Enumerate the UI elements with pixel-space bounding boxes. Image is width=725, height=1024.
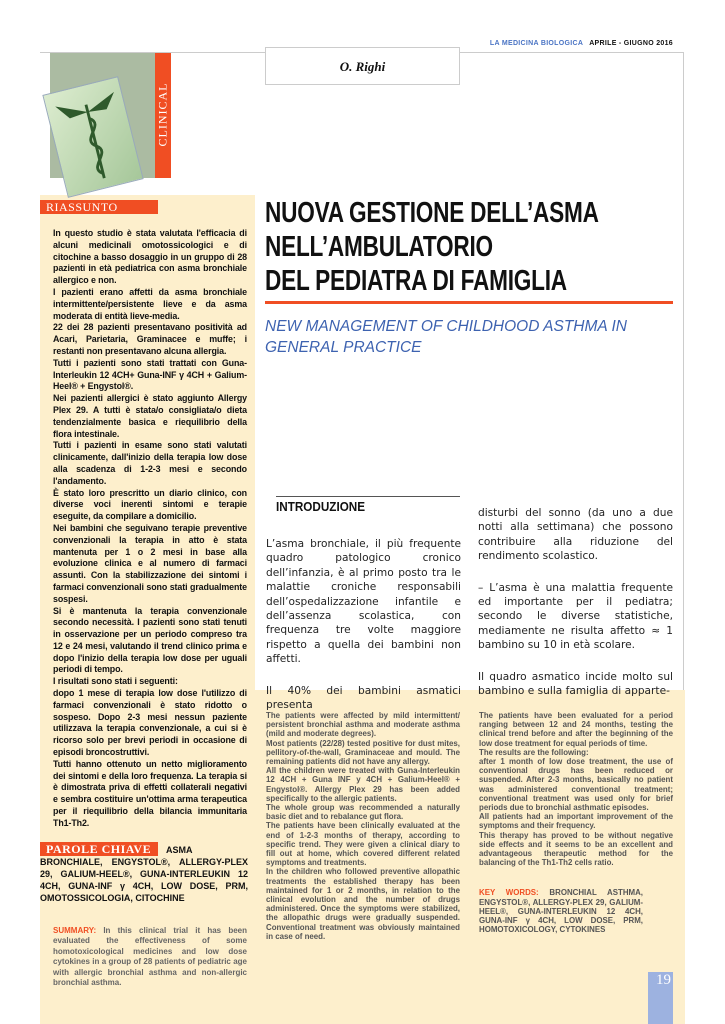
paragraph: Tutti i pazienti in esame sono stati valutati clinicamente, dall'inizio della terapia low dose alla scadenza di 1-2-3 mesi e secondo l'andamento. [53,440,247,486]
issue-date: APRILE - GIUGNO 2016 [589,40,673,47]
paragraph: I pazienti erano affetti da asma bronchiale intermittente/persistente lieve e da asma moderata di entità lieve-media. [53,286,247,321]
paragraph: Nei bambini che seguivano terapie preventive convenzionali la terapia in atto è stata mantenuta per 1 o 2 mesi in base alla evoluzione clinica e al numero di farmaci assunti. Con la stabilizzazione dei sintomi i farmaci convenzionali sono stati gradualmente sospesi. [53,522,247,604]
english-summary-col2: The patients have been evaluated for a period ranging between 12 and 24 months, testing the clinical trend before and after the beginning of the low dose treatment for equal periods of time. The results are the following: after 1 month of low dose treatment, the use of conventional drugs has been reduced or suspended. After 2-3 months, basically no patient was administered conventional treatment; conventional treatment was used only for brief periods due to bronchial asthmatic episodes. All patients had an important improvement of the symptoms and their frequency. This therapy has proved to be without negative side effects and it seems to be an excellent and advantageous therapeutic method for the balancing of the Th1-Th2 cells ratio. KEY WORDS: BRONCHIAL ASTHMA, ENGYSTOL®, ALLERGY-PLEX 29, GALIUM-HEEL®, GUNA-INTERLEUKIN 12 4CH, GUNA-INF γ 4CH, LOW DOSE, PRM, HOMOTOXICOLOGY, CYTOKINES [479,711,673,935]
page-number: 19 [648,972,673,1024]
paragraph: Nei pazienti allergici è stato aggiunto Allergy Plex 29. A tutti è stata/o consigliata/o dieta tendenzialmente basica e riequilibrio della flora intestinale. [53,393,247,439]
paragraph: L’asma bronchiale, il più frequente quadro patologico cronico dell’infanzia, è al primo posto tra le malattie croniche responsabili dell’ospedalizzazione infantile e dell’assenza scolastica, con frequenza tre volte maggiore rispetto a quella dei bambini non affetti. [266,538,461,666]
paragraph: disturbi del sonno (da uno a due notti alla settimana) che possono contribuire alla riduzione del rendimento scolastico. [478,507,673,563]
paragraph: Tutti hanno ottenuto un netto miglioramento dei sintomi e della loro frequenza. La terapia si è dimostrata priva di effetti collaterali negativi e sembra costituire un'ottima arma terapeutica per il riequilibrio della bilancia immunitaria Th1-Th2. [53,758,247,828]
riassunto-text [53,228,247,830]
paragraph: – L’asma è una malattia frequente ed importante per il pediatra; secondo le diverse statistiche, mediamente ne risulta affetto ≈ 1 bambino su 10 in età scolare. [478,581,673,652]
parole-chiave-label: PAROLE CHIAVE [40,842,158,856]
paragraph: Si è mantenuta la terapia convenzionale secondo necessità. I pazienti sono stati tenuti in osservazione per un periodo compreso tra 12 e 24 mesi, valutando il trend clinico prima e dopo l'inizio della terapia low dose per uguali periodi di tempo. [53,605,247,675]
parole-chiave-text: ASMA BRONCHIALE, ENGYSTOL®, ALLERGY-PLEX 29, GALIUM-HEEL®, GUNA-INTERLEUKIN 12 4CH, GUNA-INF γ 4CH, LOW DOSE, PRM, OMOTOSSICOLOGIA, CITOCHINE [40,844,248,903]
author: O. Righi [265,47,460,85]
paragraph: I risultati sono stati i seguenti: [53,676,178,687]
paragraph: Il quadro asmatico incide molto sul bambino e sulla famiglia di apparte- [478,670,673,698]
journal-name: LA MEDICINA BIOLOGICA [489,40,584,47]
article-title: NUOVA GESTIONE DELL’ASMA NELL’AMBULATORIO DEL PEDIATRA DI FAMIGLIA [265,197,599,297]
abstract-column [40,198,255,989]
paragraph: Il 40% dei bambini asmatici presenta [266,684,461,712]
paragraph: È stato loro prescritto un diario clinico, con diverse voci inerenti sintomi e terapie eseguite, da compilare a domicilio. [53,487,247,522]
paragraph: In questo studio è stata valutata l'efficacia di alcuni medicinali omotossicologici e di citochine a basso dosaggio in un gruppo di 28 pazienti in età pediatrica con asma bronchiale allergico e non. [53,228,247,286]
section-label: CLINICAL [155,53,171,178]
summary [53,926,247,989]
article-subtitle: NEW MANAGEMENT OF CHILDHOOD ASTHMA IN GENERAL PRACTICE [265,318,627,356]
summary-label: SUMMARY: [53,925,97,935]
key-words: KEY WORDS: BRONCHIAL ASTHMA, ENGYSTOL®, ALLERGY-PLEX 29, GALIUM-HEEL®, GUNA-INTERLEUKIN 12 4CH, GUNA-INF γ 4CH, LOW DOSE, PRM, HOMOTOXICOLOGY, CYTOKINES [479,888,643,935]
divider [276,496,460,497]
running-header [490,40,673,47]
introduction-col2 [478,506,673,715]
introduction-heading: INTRODUZIONE [276,499,366,514]
paragraph: dopo 1 mese di terapia low dose l'utilizzo di farmaci convenzionali è stato ridotto o sospeso. Dopo 2-3 mesi nessun paziente utilizzava la terapia convenzionale, a cui si è ricorso solo per brevi periodi in occasione di episodi broncostruttivi. [53,688,247,758]
summary-text: In this clinical trial it has been evaluated the effectiveness of some homotoxicological medicines and low dose cytokines in a group of 28 patients of pediatric age with allergic bronchial asthma and non-allergic bronchial asthma. [53,925,247,988]
parole-chiave [40,842,248,904]
riassunto-heading: RIASSUNTO [40,198,158,216]
paragraph: 22 dei 28 pazienti presentavano positività ad Acari, Parietaria, Graminacee e muffe; i restanti non presentavano alcuna allergia. [53,322,247,356]
introduction-col1 [266,537,461,729]
title-rule [265,301,673,304]
paragraph: Tutti i pazienti sono stati trattati con Guna-Interleukin 12 4CH+ Guna-INF γ 4CH + Galium-Heel® + Engystol®. [53,357,247,392]
english-summary-col1: The patients were affected by mild intermittent/ persistent bronchial asthma and moderate asthma (mild and moderate degrees). Most patients (22/28) tested positive for dust mites, pellitory-of-the-wall, Graminaceae and mould. The remaining patients did not have any allergy. All the children were treated with Guna-Interleukin 12 4CH + Guna INF y 4CH + Galium-Heel® + Engystol®. Allergy Plex 29 has been added specifically to the allergic patients. The whole group was recommended a naturally basic diet and to rebalance gut flora. The patients have been clinically evaluated at the end of 1-2-3 months of therapy, according to specific trend. They were given a clinical diary to fill out at home, which covered different related symptoms and treatments. In the children who followed preventive allopathic treatments the established therapy has been maintained for 1 or 2 months, in relation to the clinical evolution and the number of drugs administered. Once the symptoms were stabilized, the allopathic drugs were gradually suspended. Conventional treatment was obviously maintained in case of need. [266,711,460,941]
